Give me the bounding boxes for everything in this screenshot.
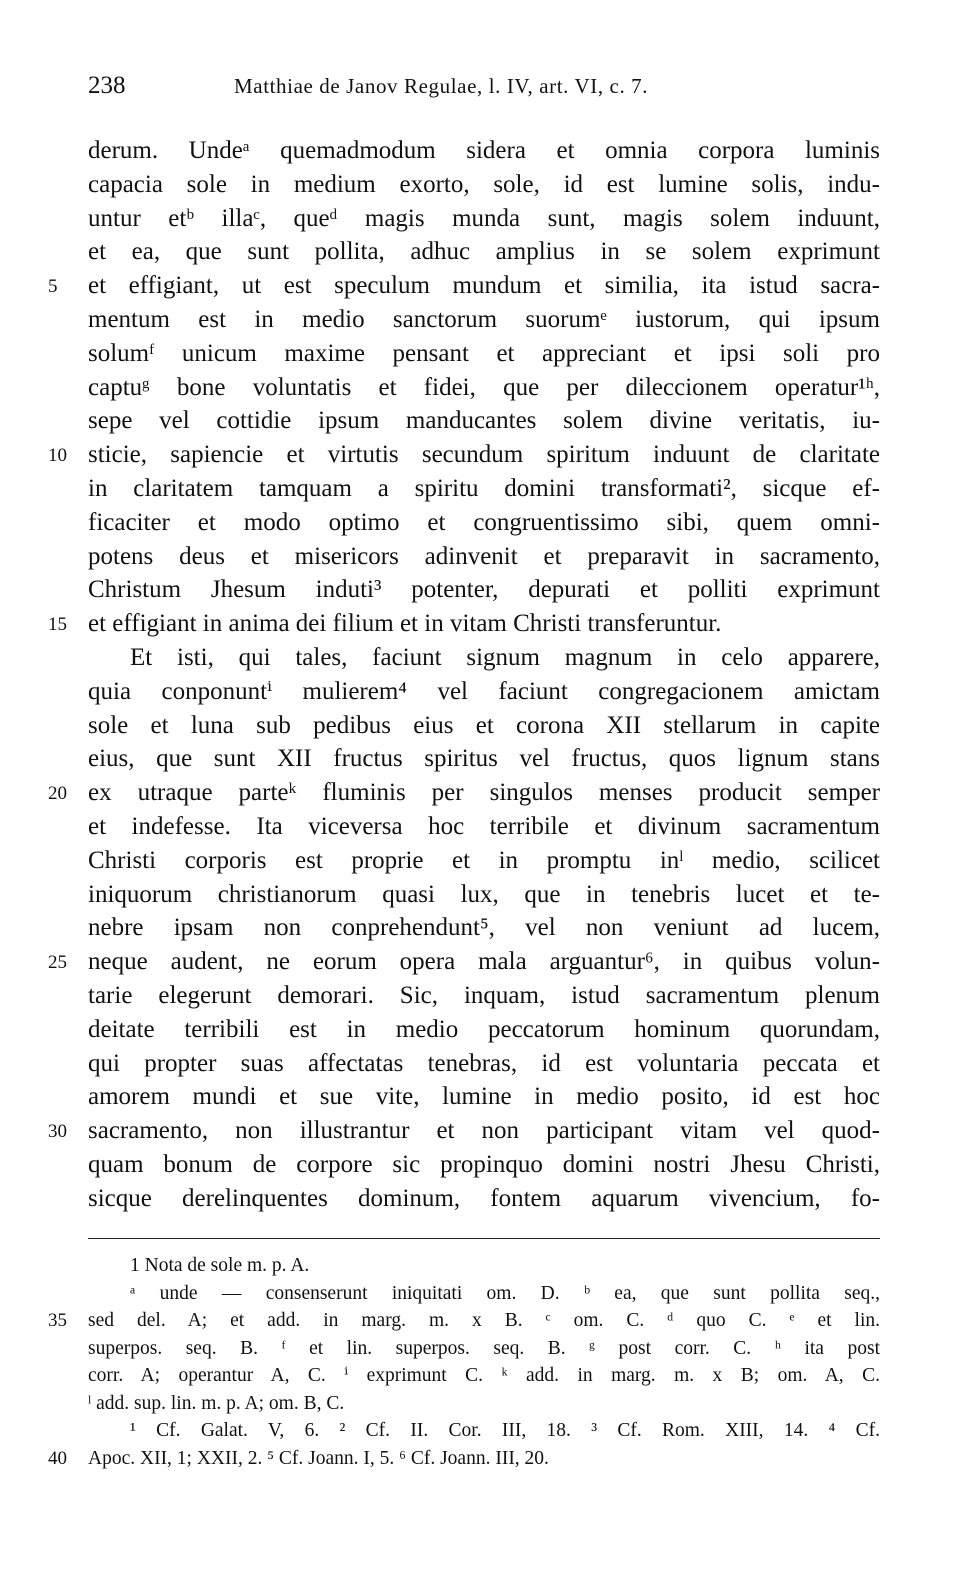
footnote-line-content: ¹ Cf. Galat. V, 6. ² Cf. II. Cor. III, 18. ³ Cf. Rom. XIII, 14. ⁴ Cf. — [130, 1420, 880, 1441]
text-line — [0, 742, 960, 776]
text-line — [0, 1148, 960, 1182]
text-line-content: Christum Jhesum induti³ potenter, depurati et polliti exprimunt — [88, 576, 880, 604]
text-line-content: mentum est in medio sanctorum suorumᵉ iustorum, qui ipsum — [88, 305, 880, 333]
text-line — [0, 1047, 960, 1081]
text-line-content: eius, que sunt XII fructus spiritus vel fructus, quos lignum stans — [88, 745, 880, 773]
text-line — [0, 878, 960, 912]
line-number: 25 — [48, 952, 67, 974]
text-line-content: neque audent, ne eorum opera mala arguantur⁶, in quibus volun- — [88, 948, 880, 976]
text-line — [0, 979, 960, 1013]
text-line — [0, 1114, 960, 1148]
text-line — [0, 168, 960, 202]
text-line — [0, 404, 960, 438]
text-line-content: sole et luna sub pedibus eius et corona XII stellarum in capite — [88, 711, 880, 739]
text-line — [0, 945, 960, 979]
text-line-content: quia conponuntⁱ mulierem⁴ vel faciunt congregacionem amictam — [88, 677, 880, 705]
text-line — [0, 235, 960, 269]
text-line — [0, 371, 960, 405]
text-line-content: nebre ipsam non conprehendunt⁵, vel non veniunt ad lucem, — [88, 914, 880, 942]
footnote-line-content: 1 Nota de sole m. p. A. — [130, 1255, 310, 1276]
text-line — [0, 303, 960, 337]
text-line-content: Christi corporis est proprie et in promptu inˡ medio, scilicet — [88, 846, 880, 874]
text-line-content: untur etᵇ illaᶜ, queᵈ magis munda sunt, magis solem induunt, — [88, 204, 880, 232]
text-line-content: iniquorum christianorum quasi lux, que in tenebris lucet et te- — [88, 880, 880, 908]
line-number: 10 — [48, 445, 67, 467]
line-number: 20 — [48, 783, 67, 805]
footnote-rule — [88, 1238, 880, 1239]
footnote-line — [0, 1252, 960, 1280]
running-title: Matthiae de Janov Regulae, l. IV, art. VI, c. 7. — [234, 74, 649, 98]
text-line — [0, 776, 960, 810]
text-line — [0, 134, 960, 168]
footnote-line — [0, 1335, 960, 1363]
text-line — [0, 641, 960, 675]
text-line-content: in claritatem tamquam a spiritu domini transformati², sicque ef- — [88, 474, 880, 502]
text-line-content: tarie elegerunt demorari. Sic, inquam, istud sacramentum plenum — [88, 981, 880, 1009]
text-line — [0, 607, 960, 641]
text-line — [0, 540, 960, 574]
line-number: 30 — [48, 1121, 67, 1143]
footnote-line-content: superpos. seq. B. ᶠ et lin. superpos. seq. B. ᵍ post corr. C. ʰ ita post — [88, 1337, 880, 1359]
footnote-line — [0, 1445, 960, 1473]
text-line-content: capacia sole in medium exorto, sole, id est lumine solis, indu- — [88, 170, 880, 198]
text-line — [0, 202, 960, 236]
text-line-content: quam bonum de corpore sic propinquo domini nostri Jhesu Christi, — [88, 1150, 880, 1178]
text-line-content: et effigiant in anima dei filium et in vitam Christi transferuntur. — [88, 610, 722, 638]
footnote-line-content: corr. A; operantur A, C. ⁱ exprimunt C. ᵏ add. in marg. m. x B; om. A, C. — [88, 1365, 880, 1386]
text-line-content: potens deus et misericors adinvenit et preparavit in sacramento, — [88, 542, 880, 570]
text-line — [0, 911, 960, 945]
footnote-line-content: Apoc. XII, 1; XXII, 2. ⁵ Cf. Joann. I, 5. ⁶ Cf. Joann. III, 20. — [88, 1447, 549, 1469]
text-line — [0, 1080, 960, 1114]
text-line-content: ficaciter et modo optimo et congruentissimo sibi, quem omni- — [88, 508, 880, 536]
text-line — [0, 472, 960, 506]
text-line — [0, 675, 960, 709]
text-line-content: sticie, sapiencie et virtutis secundum spiritum induunt de claritate — [88, 441, 880, 469]
text-line-content: Et isti, qui tales, faciunt signum magnum in celo apparere, — [130, 643, 880, 671]
footnote-line-content: sed del. A; et add. in marg. m. x B. ᶜ om. C. ᵈ quo C. ᵉ et lin. — [88, 1310, 880, 1331]
main-text — [0, 134, 960, 1216]
text-line — [0, 573, 960, 607]
footnote-line — [0, 1417, 960, 1445]
text-line — [0, 506, 960, 540]
running-header — [88, 72, 880, 108]
text-line — [0, 337, 960, 371]
line-number: 35 — [48, 1310, 67, 1331]
text-line — [0, 1013, 960, 1047]
text-line-content: qui propter suas affectatas tenebras, id est voluntaria peccata et — [88, 1049, 880, 1077]
text-line-content: sepe vel cottidie ipsum manducantes solem divine veritatis, iu- — [88, 407, 880, 435]
text-line-content: sacramento, non illustrantur et non participant vitam vel quod- — [88, 1117, 880, 1145]
text-line — [0, 1182, 960, 1216]
text-line — [0, 844, 960, 878]
footnote-line-content: ᵃ unde — consenserunt iniquitati om. D. ᵇ ea, que sunt pollita seq., — [130, 1282, 880, 1304]
line-number: 40 — [48, 1447, 67, 1469]
footnotes — [0, 1252, 960, 1472]
page-number: 238 — [88, 72, 126, 99]
text-line-content: ex utraque parteᵏ fluminis per singulos menses producit semper — [88, 779, 880, 807]
footnote-line — [0, 1280, 960, 1308]
line-number: 5 — [48, 276, 58, 298]
text-line-content: deitate terribili est in medio peccatorum hominum quorundam, — [88, 1015, 880, 1043]
text-line — [0, 438, 960, 472]
text-line — [0, 269, 960, 303]
text-line-content: derum. Undeᵃ quemadmodum sidera et omnia corpora luminis — [88, 137, 880, 164]
text-line-content: et effigiant, ut est speculum mundum et similia, ita istud sacra- — [88, 272, 880, 300]
text-line — [0, 709, 960, 743]
line-number: 15 — [48, 614, 67, 636]
text-line-content: et indefesse. Ita viceversa hoc terribile et divinum sacramentum — [88, 812, 880, 840]
footnote-line — [0, 1362, 960, 1390]
text-line-content: solumᶠ unicum maxime pensant et appreciant et ipsi soli pro — [88, 339, 880, 367]
footnote-line-content: ˡ add. sup. lin. m. p. A; om. B, C. — [88, 1392, 345, 1414]
footnote-line — [0, 1390, 960, 1418]
text-line-content: captuᵍ bone voluntatis et fidei, que per dileccionem operatur¹ʰ, — [88, 373, 880, 401]
text-line-content: sicque derelinquentes dominum, fontem aquarum vivencium, fo- — [88, 1184, 880, 1212]
footnote-line — [0, 1307, 960, 1335]
text-line — [0, 810, 960, 844]
text-line-content: amorem mundi et sue vite, lumine in medio posito, id est hoc — [88, 1083, 880, 1111]
text-line-content: et ea, que sunt pollita, adhuc amplius in se solem exprimunt — [88, 238, 880, 266]
